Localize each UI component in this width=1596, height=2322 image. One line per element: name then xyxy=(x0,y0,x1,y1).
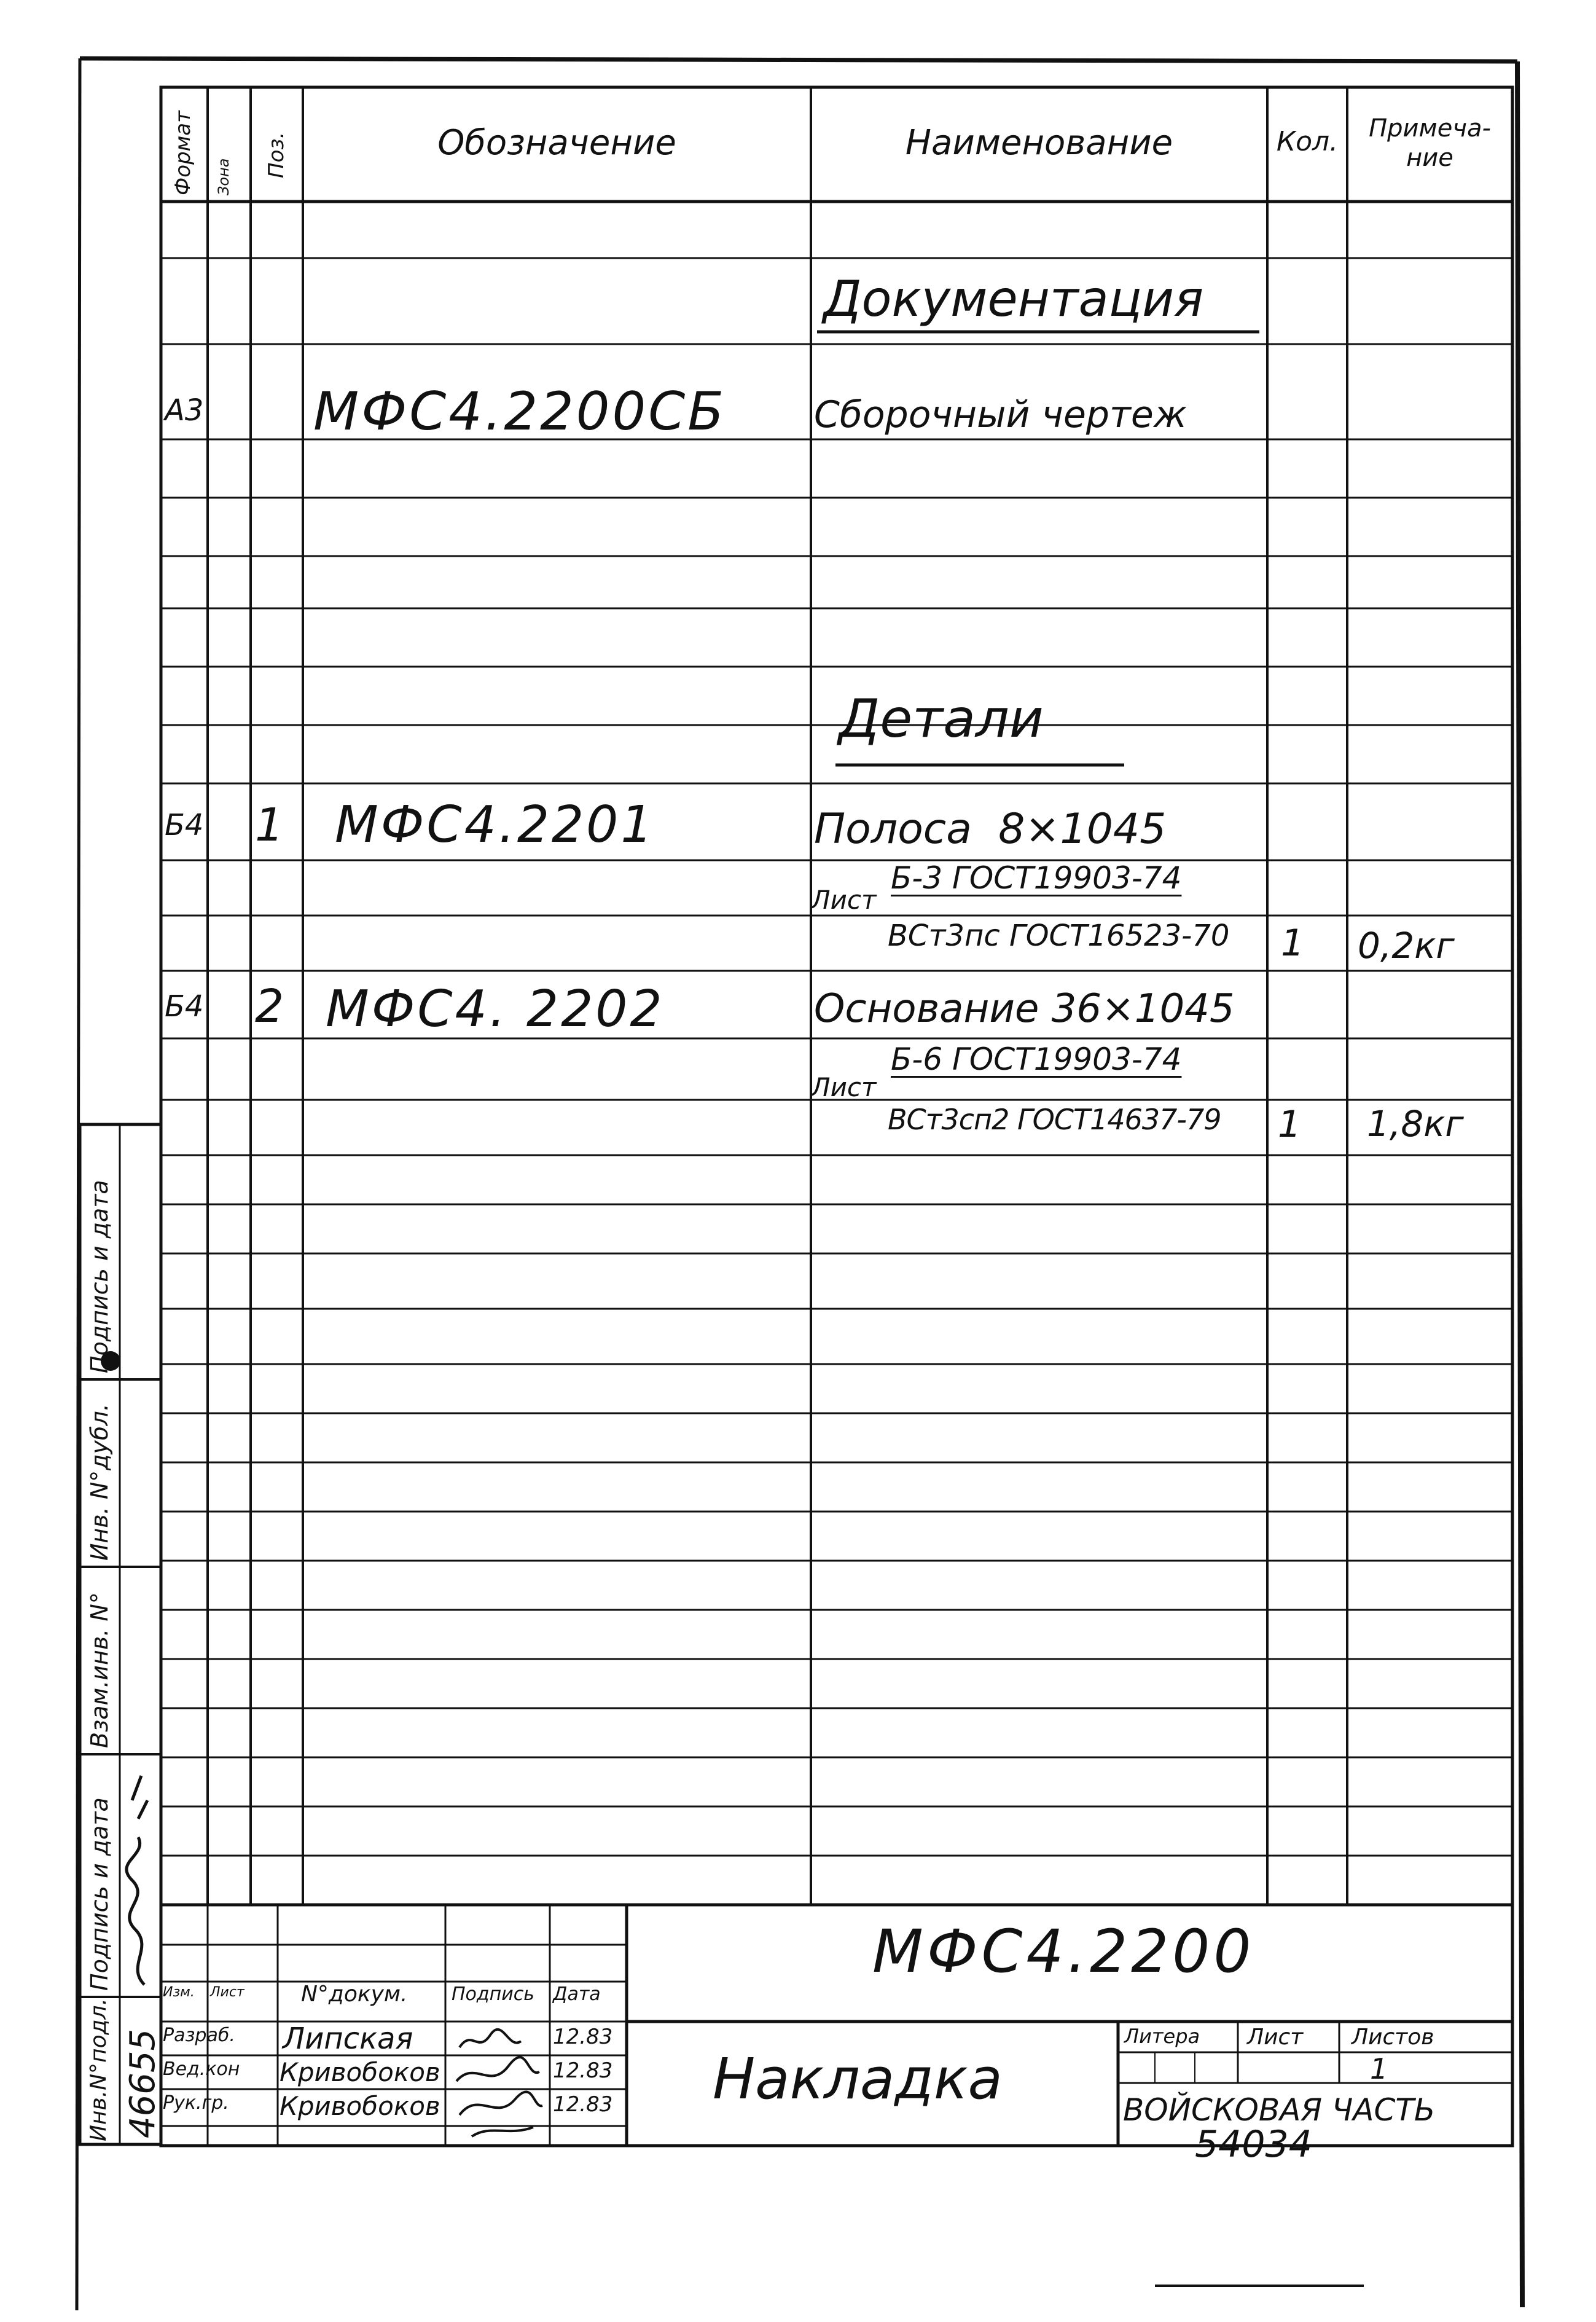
row-designation: МФС4.2200СБ xyxy=(313,381,727,442)
title-role: Вед.кон xyxy=(163,2058,240,2080)
side-interchange-inv-label: Взам.инв. N° xyxy=(86,1592,113,1748)
title-col-doc: N°докум. xyxy=(301,1982,408,2007)
title-sheet-label: Лист xyxy=(1247,2025,1304,2050)
side-sign-date-label: Подпись и дата xyxy=(86,1180,113,1373)
header-zone: Зона xyxy=(215,158,232,195)
row-qty: 1 xyxy=(1281,922,1305,965)
row-name-prefix: Лист xyxy=(811,1072,877,1102)
title-date: 12.83 xyxy=(553,2025,613,2049)
side-orig-inv-value: 46655 xyxy=(123,2028,163,2138)
title-surname: Кривобоков xyxy=(280,2057,440,2087)
row-note: 1,8кг xyxy=(1367,1103,1464,1145)
header-note-line2: ние xyxy=(1406,144,1453,172)
title-surname: Липская xyxy=(283,2022,413,2056)
title-col-sign: Подпись xyxy=(452,1983,534,2005)
title-col-izm: Изм. xyxy=(163,1985,195,2000)
row-name-prefix: Лист xyxy=(811,885,877,915)
title-surname: Кривобоков xyxy=(280,2091,440,2121)
row-name-bottom: ВСт3сп2 ГОСТ14637-79 xyxy=(888,1103,1221,1136)
row-designation: МФС4.2201 xyxy=(335,796,655,854)
title-designation: МФС4.2200 xyxy=(872,1917,1255,1986)
side-dup-inv-label: Инв. N°дубл. xyxy=(86,1403,113,1561)
row-pos: 2 xyxy=(255,980,284,1033)
row-name-top: Б-6 ГОСТ19903-74 xyxy=(891,1041,1182,1077)
title-organization-line2: 54034 xyxy=(1195,2123,1312,2166)
side-sign-date2-label: Подпись и дата xyxy=(86,1797,113,1991)
title-sheets-value: 1 xyxy=(1370,2052,1388,2085)
title-col-list: Лист xyxy=(210,1985,244,2000)
header-format: Формат xyxy=(171,111,195,195)
title-signatures xyxy=(447,2023,549,2140)
row-format: Б4 xyxy=(165,989,204,1024)
row-name-bottom: ВСт3пс ГОСТ16523-70 xyxy=(888,919,1230,953)
header-name: Наименование xyxy=(905,123,1173,163)
row-name: Полоса 8×1045 xyxy=(814,805,1167,853)
row-pos: 1 xyxy=(255,799,284,852)
title-litera-label: Литера xyxy=(1124,2025,1200,2048)
row-designation: МФС4. 2202 xyxy=(326,980,665,1038)
title-role: Разраб. xyxy=(163,2025,235,2046)
row-format: Б4 xyxy=(165,808,204,842)
row-name: Основание 36×1045 xyxy=(814,986,1235,1032)
title-organization-line1: ВОЙСКОВАЯ ЧАСТЬ xyxy=(1123,2092,1436,2128)
header-note-line1: Примеча- xyxy=(1369,114,1491,143)
row-note: 0,2кг xyxy=(1358,925,1455,967)
title-product-name: Накладка xyxy=(713,2046,1003,2112)
section-documentation: Документация xyxy=(823,270,1204,328)
header-designation: Обозначение xyxy=(437,123,676,163)
title-sheets-label: Листов xyxy=(1352,2025,1434,2050)
header-qty: Кол. xyxy=(1276,126,1339,157)
section-details: Детали xyxy=(839,688,1044,750)
header-pos: Поз. xyxy=(264,131,289,178)
title-col-date: Дата xyxy=(553,1983,601,2005)
side-orig-inv-label: Инв.N°подл. xyxy=(86,1998,111,2141)
row-format: А3 xyxy=(165,393,204,428)
title-date: 12.83 xyxy=(553,2092,613,2117)
header-note xyxy=(1347,114,1512,173)
row-name: Сборочный чертеж xyxy=(814,393,1187,436)
row-qty: 1 xyxy=(1278,1103,1302,1146)
side-signature xyxy=(120,1763,161,1991)
title-date: 12.83 xyxy=(553,2058,613,2083)
row-name-top: Б-3 ГОСТ19903-74 xyxy=(891,860,1182,896)
title-role: Рук.гр. xyxy=(163,2092,229,2114)
